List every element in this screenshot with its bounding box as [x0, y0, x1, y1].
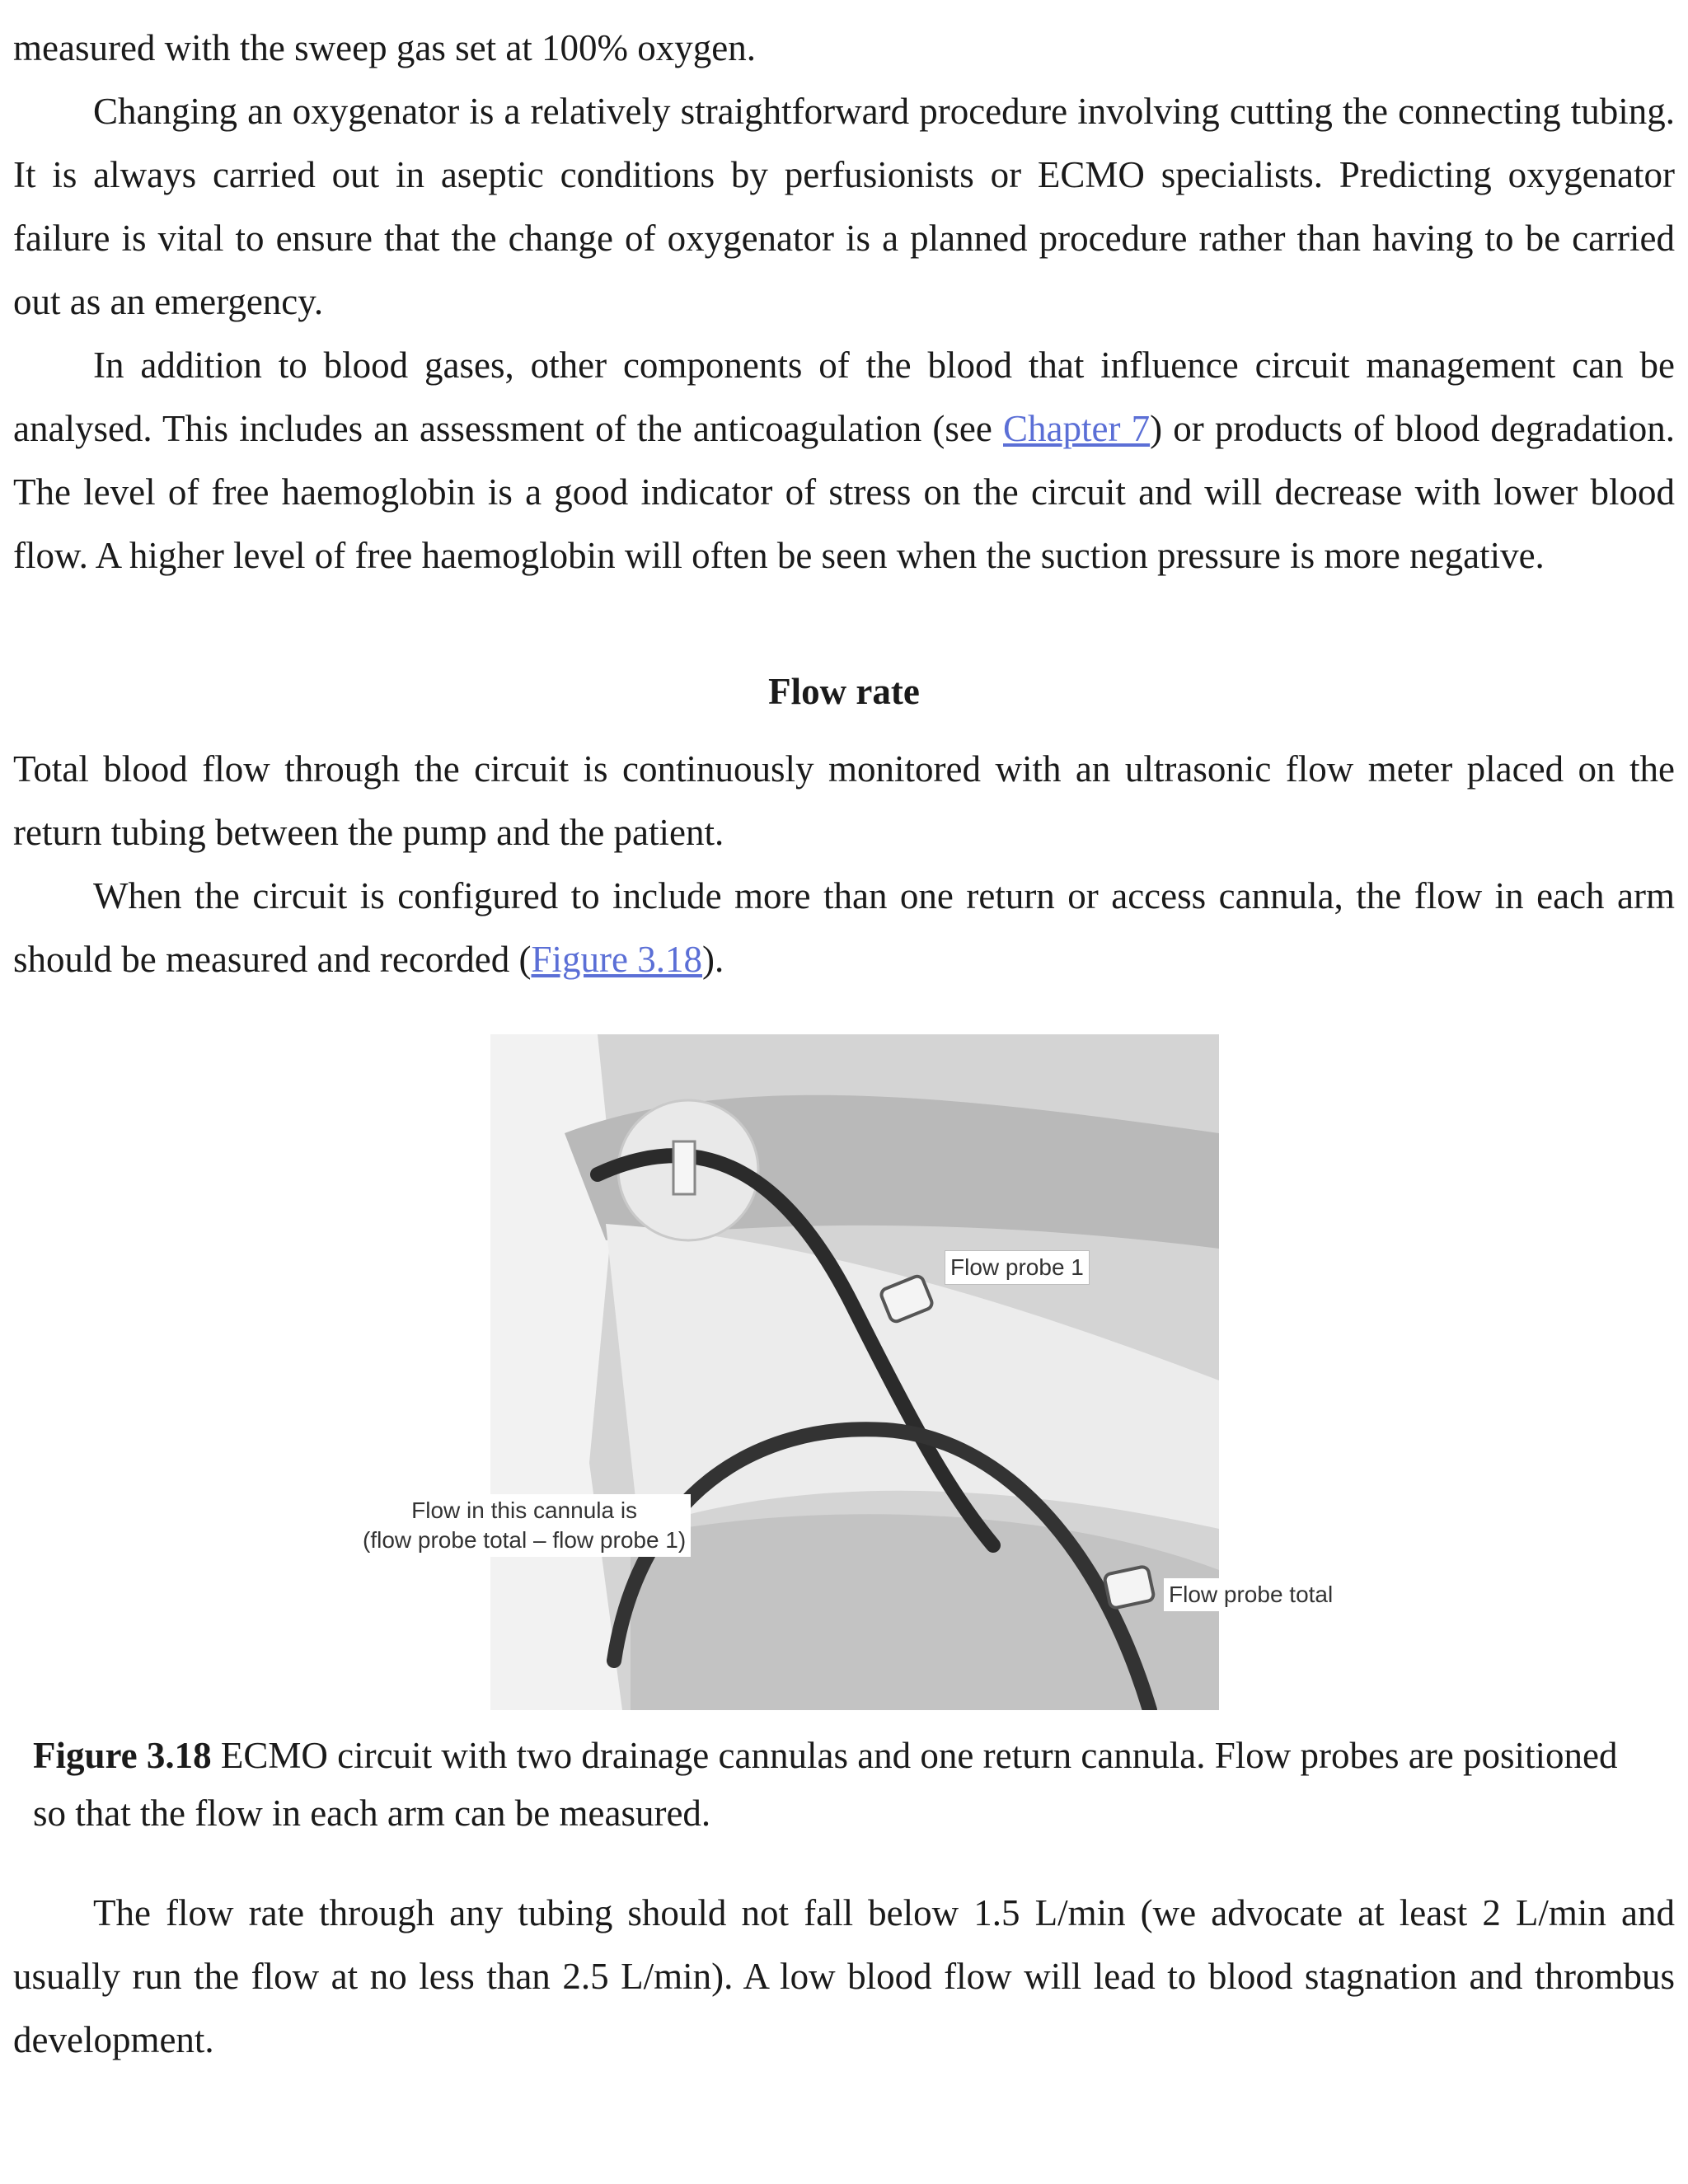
paragraph-3 [13, 334, 1675, 588]
label-cannula-line-1: Flow in this cannula is [411, 1497, 638, 1523]
label-cannula-flow [358, 1494, 691, 1557]
chapter-7-link[interactable]: Chapter 7 [1003, 408, 1151, 449]
paragraph-6: The flow rate through any tubing should not fall below 1.5 L/min (we advocate at least 2 L/min and usually run the flow at no less than 2.5 L/min). A low blood flow will lead to blood stagnation and thrombus development. [13, 1892, 1675, 2060]
paragraph-2: Changing an oxygenator is a relatively straightforward procedure involving cutting the connecting tubing. It is always carried out in aseptic conditions by perfusionists or ECMO specialists. Predicting oxygenator failure is vital to ensure that the change of oxygenator is a planned procedure rather than having to be carried out as an emergency. [13, 91, 1675, 322]
paragraph-5 [13, 865, 1675, 991]
label-flow-probe-1: Flow probe 1 [945, 1250, 1090, 1285]
section-heading-flow-rate: Flow rate [768, 671, 920, 712]
paragraph-3-text-a: In addition to blood gases, other components of the blood that influence circuit management can be analysed. This includes an assessment of the anticoagulation (see [13, 344, 1675, 449]
figure-caption-text: ECMO circuit with two drainage cannulas and one return cannula. Flow probes are positioned so that the flow in each arm can be measured. [33, 1735, 1618, 1834]
figure-photo [490, 1034, 1219, 1710]
ecmo-photo-illustration [490, 1034, 1219, 1710]
label-flow-probe-total: Flow probe total [1164, 1578, 1338, 1611]
figure-3-18-link[interactable]: Figure 3.18 [531, 939, 703, 980]
paragraph-5-text-a: When the circuit is configured to include more than one return or access cannula, the flow in each arm should be measured and recorded ( [13, 875, 1675, 980]
paragraph-4: Total blood flow through the circuit is continuously monitored with an ultrasonic flow meter placed on the return tubing between the pump and the patient. [13, 748, 1675, 853]
paragraph-5-text-b: ). [702, 939, 724, 980]
document-page [13, 16, 1675, 2072]
lower-leg [631, 1514, 1219, 1710]
connector [673, 1141, 695, 1194]
label-cannula-line-2: (flow probe total – flow probe 1) [363, 1527, 687, 1553]
paragraph-1: measured with the sweep gas set at 100% oxygen. [13, 27, 757, 68]
figure-caption [33, 1727, 1648, 1842]
flow-probe-total-clamp [1104, 1566, 1155, 1609]
paragraph-3-text-b: ) or products of blood degradation. The level of free haemoglobin is a good indicator of stress on the circuit and will decrease with lower blood flow. A higher level of free haemoglobin will often be seen when the suction pressure is more negative. [13, 408, 1676, 576]
figure-caption-label: Figure 3.18 [33, 1735, 212, 1776]
figure-3-18 [13, 1034, 1675, 1710]
